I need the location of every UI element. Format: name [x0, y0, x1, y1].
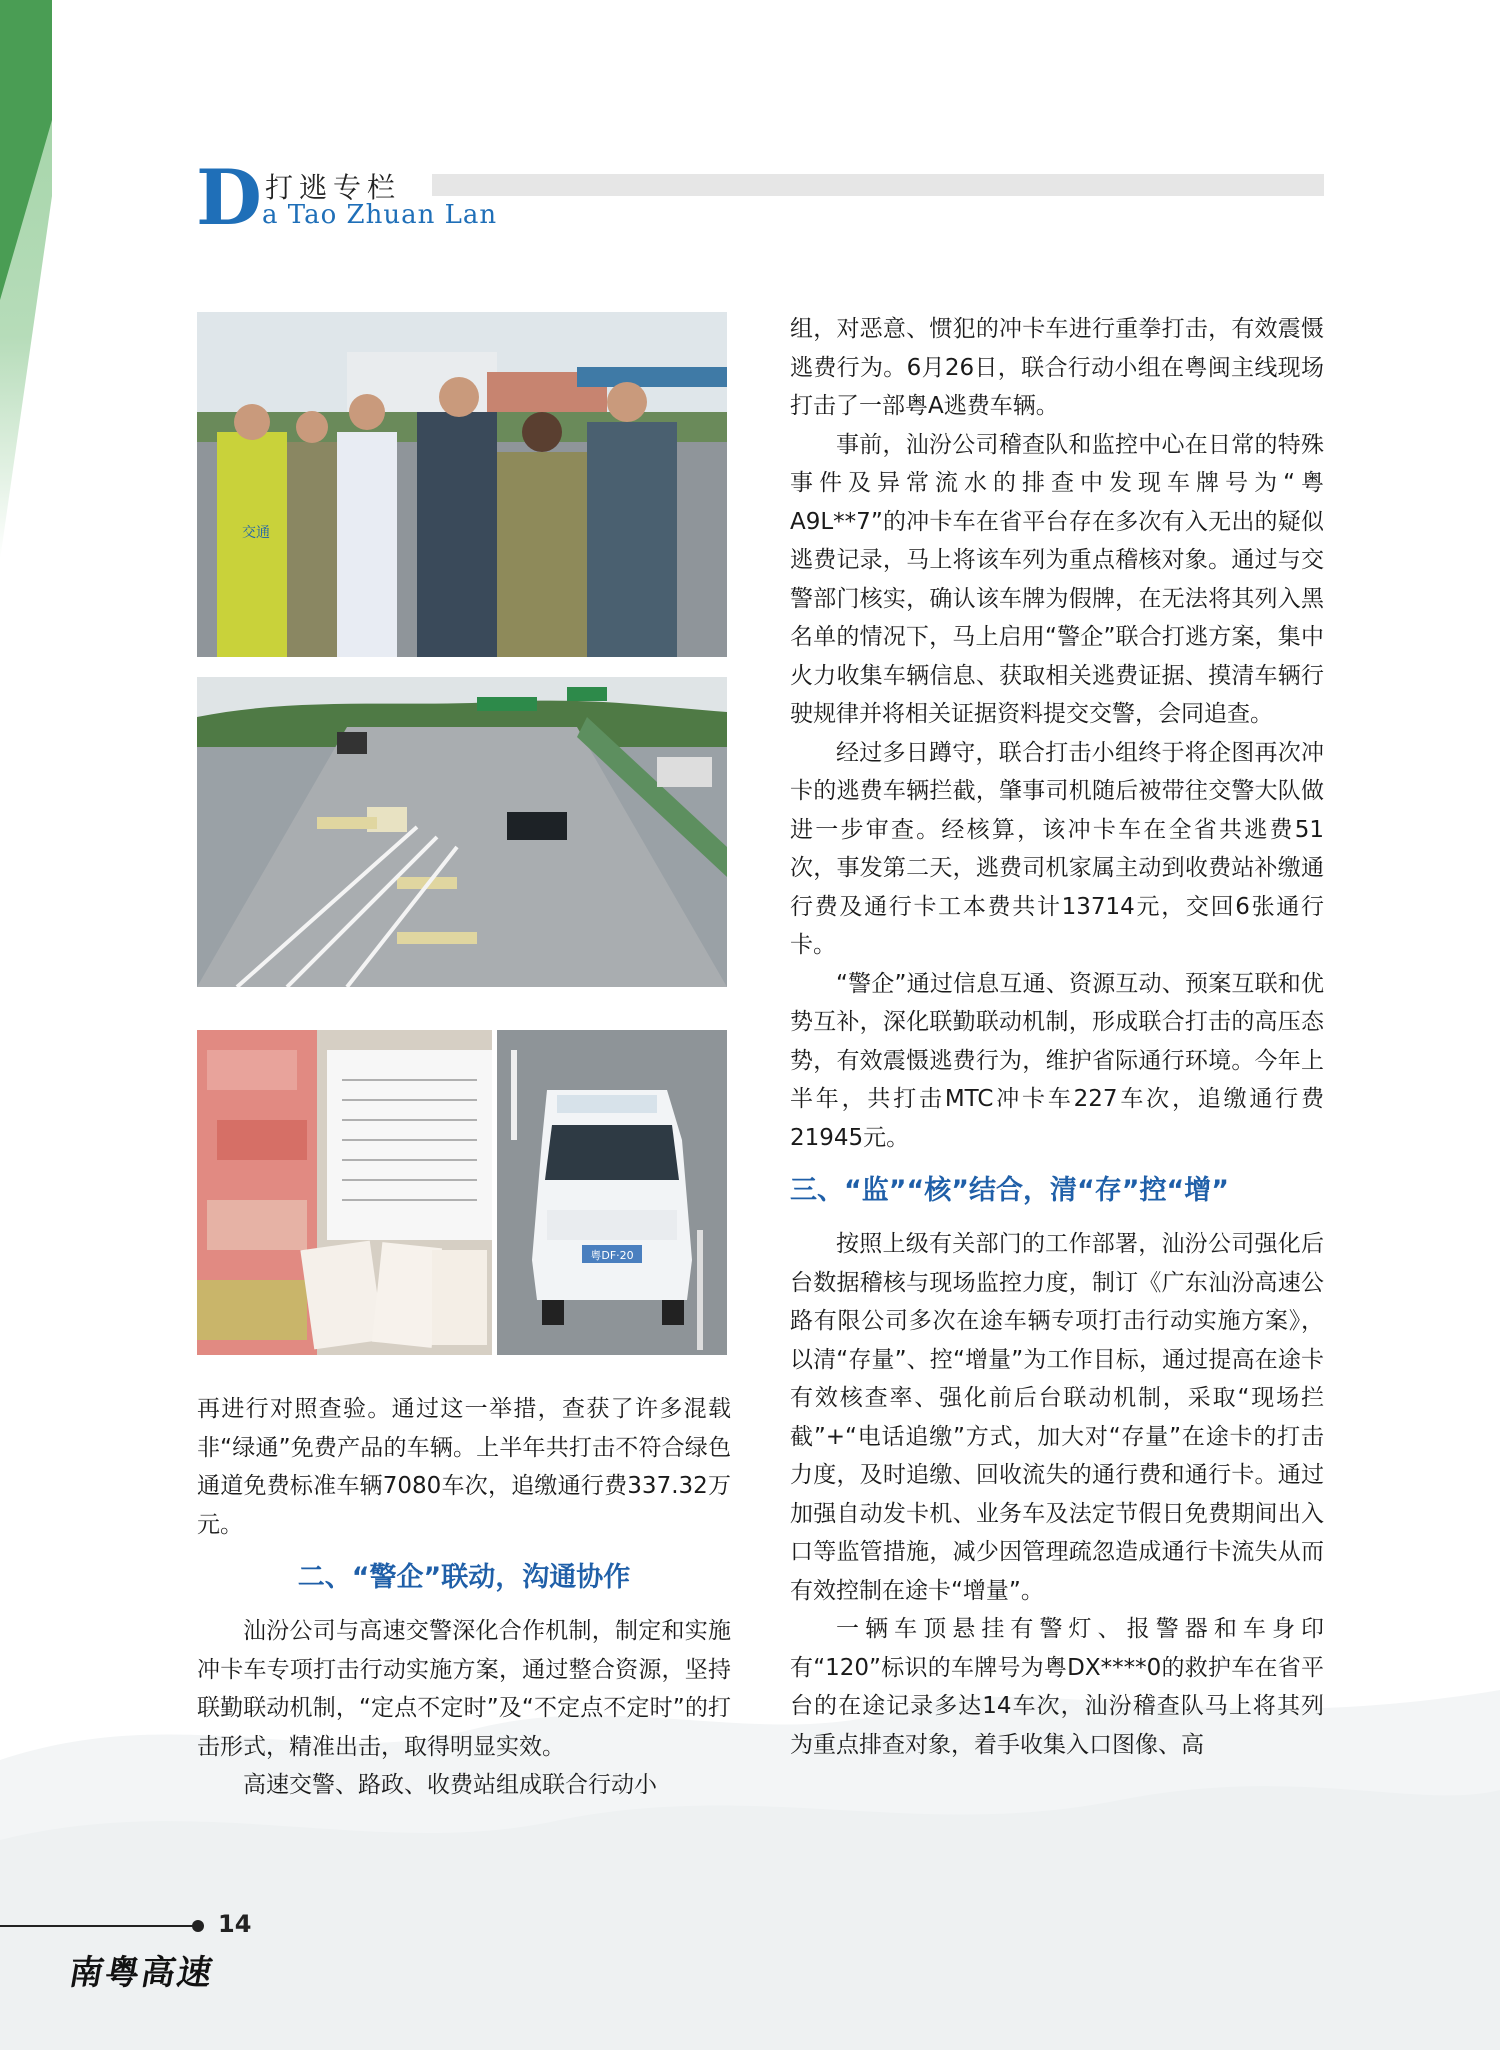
paragraph: “警企”通过信息互通、资源互动、预案互联和优势互补，深化联勤联动机制，形成联合打击的高压态势，有效震慑逃费行为，维护省际通行环境。今年上半年，共打击MTC冲卡车227车次，追缴通行费21945元。	[790, 970, 1324, 1151]
right-column	[790, 310, 1324, 1764]
magazine-logo: 南粤高速	[65, 1953, 217, 1993]
paragraph: 一辆车顶悬挂有警灯、报警器和车身印有“120”标识的车牌号为粤DX****0的救护车在省平台的在途记录多达14车次，汕汾稽查队马上将其列为重点排查对象，着手收集入口图像、高	[790, 1616, 1324, 1758]
footer-line	[0, 1925, 197, 1927]
paragraph: 事前，汕汾公司稽查队和监控中心在日常的特殊事件及异常流水的排查中发现车牌号为“粤A9L**7”的冲卡车在省平台存在多次有入无出的疑似逃费记录，马上将该车列为重点稽核对象。通过与交警部门核实，确认该车牌为假牌，在无法将其列入黑名单的情况下，马上启用“警企”联合打逃方案，集中火力收集车辆信息、获取相关逃费证据、摸清车辆行驶规律并将相关证据资料提交交警，会同追查。	[790, 431, 1324, 727]
paragraph: 汕汾公司与高速交警深化合作机制，制定和实施冲卡车专项打击行动实施方案，通过整合资源，坚持联勤联动机制，“定点不定时”及“不定点不定时”的打击形式，精准出击，取得明显实效。	[197, 1618, 731, 1760]
photo-officials	[197, 312, 727, 657]
paragraph: 组，对恶意、惯犯的冲卡车进行重拳打击，有效震慑逃费行为。6月26日，联合行动小组在粤闽主线现场打击了一部粤A逃费车辆。	[790, 316, 1324, 419]
section-heading: 三、“监”“核”结合，清“存”控“增”	[790, 1175, 1229, 1206]
photo-money-receipts	[197, 1030, 492, 1355]
plate-text: 粤DF·20	[590, 1249, 634, 1262]
column-title: 打逃专栏	[265, 171, 402, 204]
section-heading: 二、“警企”联动，沟通协作	[297, 1562, 631, 1593]
column-initial: D	[196, 153, 262, 242]
header-bar	[432, 174, 1324, 196]
photo-toll-plaza	[197, 677, 727, 987]
page-number: 14	[218, 1910, 252, 1938]
paragraph: 按照上级有关部门的工作部署，汕汾公司强化后台数据稽核与现场监控力度，制订《广东汕汾高速公路有限公司多次在途车辆专项打击行动实施方案》，以清“存量”、控“增量”为工作目标，通过提高在途卡有效核查率、强化前后台联动机制，采取“现场拦截”+“电话追缴”方式，加大对“存量”在途卡的打击力度，及时追缴、回收流失的通行费和通行卡。通过加强自动发卡机、业务车及法定节假日免费期间出入口等监管措施，减少因管理疏忽造成通行卡流失从而有效控制在途卡“增量”。	[790, 1231, 1324, 1604]
paragraph: 经过多日蹲守，联合打击小组终于将企图再次冲卡的逃费车辆拦截，肇事司机随后被带往交警大队做进一步审查。经核算，该冲卡车在全省共逃费51次，事发第二天，逃费司机家属主动到收费站补缴通行费及通行卡工本费共计13714元，交回6张通行卡。	[790, 739, 1324, 958]
paragraph: 再进行对照查验。通过这一举措，查获了许多混载非“绿通”免费产品的车辆。上半年共打击不符合绿色通道免费标准车辆7080车次，追缴通行费337.32万元。	[197, 1396, 731, 1538]
paragraph: 高速交警、路政、收费站组成联合行动小	[243, 1772, 657, 1798]
column-subtitle: a Tao Zhuan Lan	[262, 200, 498, 230]
footer-dot	[192, 1920, 204, 1932]
left-column	[197, 1390, 731, 1805]
photo-ambulance	[497, 1030, 727, 1355]
vest-text: 交通	[242, 525, 270, 541]
